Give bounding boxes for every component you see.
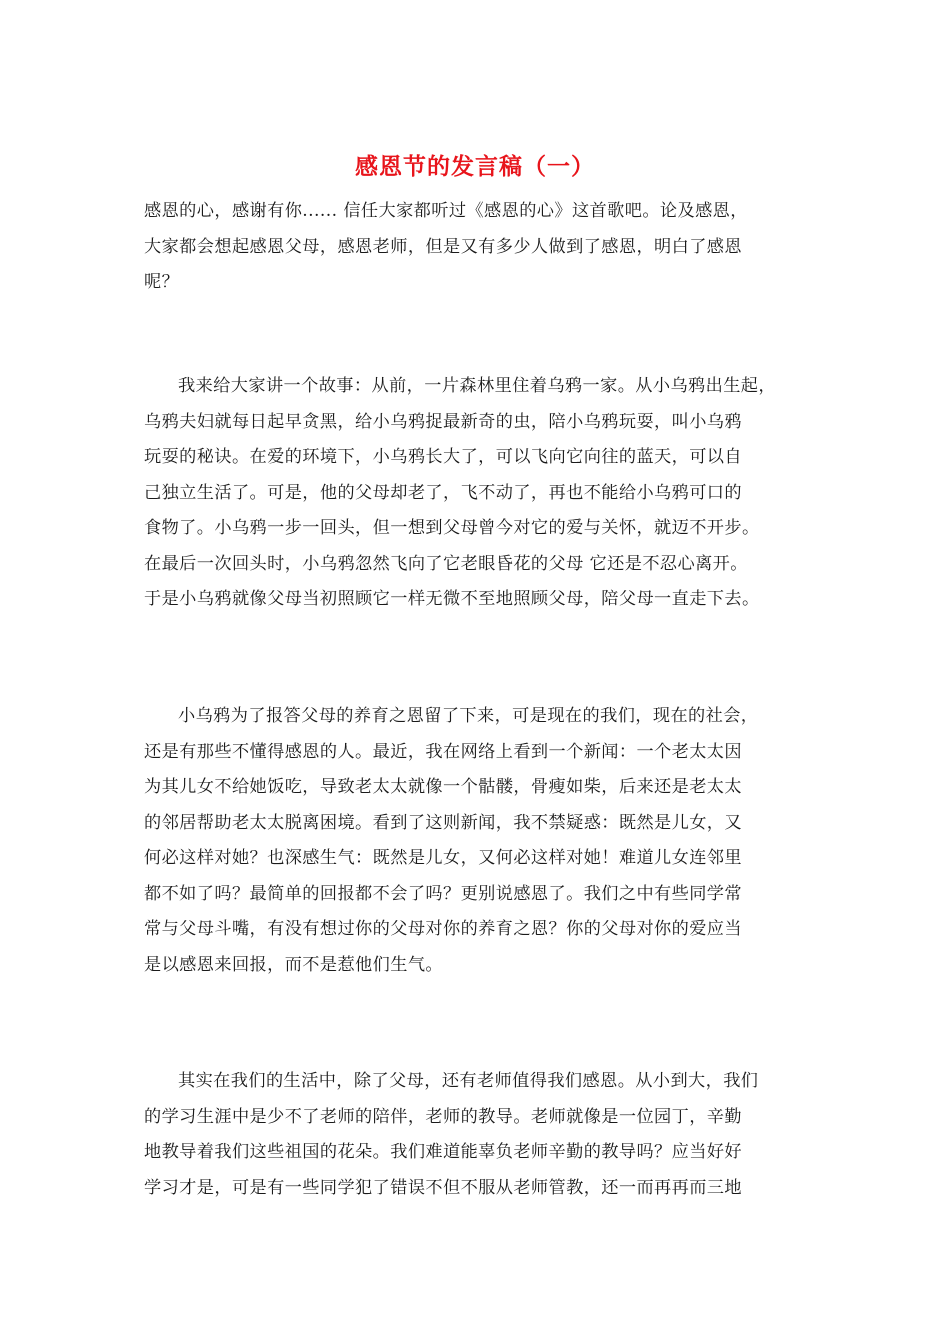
- paragraph-line: 在最后一次回头时，小乌鸦忽然飞向了它老眼昏花的父母 它还是不忍心离开。: [144, 553, 748, 574]
- paragraph-news: [144, 699, 816, 983]
- paragraph-line: 食物了。小乌鸦一步一回头，但一想到父母曾今对它的爱与关怀，就迈不开步。: [144, 518, 760, 538]
- paragraph-line: 玩耍的秘诀。在爱的环境下，小乌鸦长大了，可以飞向它向往的蓝天，可以自: [144, 447, 742, 467]
- paragraph-line: 何必这样对她？也深感生气：既然是儿女，又何必这样对她！难道儿女连邻里: [144, 848, 742, 868]
- paragraph-line: 呢？: [144, 272, 180, 292]
- paragraph-teachers: [144, 1064, 816, 1206]
- paragraph-line: 我来给大家讲一个故事：从前，一片森林里住着乌鸦一家。从小乌鸦出生起，: [178, 376, 776, 396]
- paragraph-line: 己独立生活了。可是，他的父母却老了，飞不动了，再也不能给小乌鸦可口的: [144, 482, 742, 503]
- paragraph-line: 大家都会想起感恩父母，感恩老师，但是又有多少人做到了感恩，明白了感恩: [144, 236, 742, 257]
- paragraph-line: 的学习生涯中是少不了老师的陪伴，老师的教导。老师就像是一位园丁，辛勤: [144, 1106, 742, 1127]
- paragraph-line: 为其儿女不给她饭吃，导致老太太就像一个骷髅，骨瘦如柴，后来还是老太太: [144, 777, 742, 797]
- paragraph-crow-story: [144, 369, 816, 618]
- paragraph-line: 地教导着我们这些祖国的花朵。我们难道能辜负老师辛勤的教导吗？应当好好: [144, 1142, 742, 1162]
- paragraph-line: 学习才是，可是有一些同学犯了错误不但不服从老师管教，还一而再再而三地: [144, 1177, 742, 1198]
- document-title: 感恩节的发言稿（一）: [355, 153, 595, 180]
- paragraph-line: 都不如了吗？最简单的回报都不会了吗？更别说感恩了。我们之中有些同学常: [144, 883, 742, 904]
- paragraph-line: 其实在我们的生活中，除了父母，还有老师值得我们感恩。从小到大，我们: [178, 1071, 759, 1091]
- paragraph-line: 常与父母斗嘴，有没有想过你的父母对你的养育之恩？你的父母对你的爱应当: [144, 919, 742, 939]
- paragraph-line: 乌鸦夫妇就每日起早贪黑，给小乌鸦捉最新奇的虫，陪小乌鸦玩耍，叫小乌鸦: [144, 411, 742, 432]
- paragraph-line: 小乌鸦为了报答父母的养育之恩留了下来，可是现在的我们，现在的社会，: [178, 706, 759, 726]
- paragraph-line: 于是小乌鸦就像父母当初照顾它一样无微不至地照顾父母，陪父母一直走下去。: [144, 589, 760, 609]
- paragraph-line: 是以感恩来回报，而不是惹他们生气。: [144, 954, 443, 975]
- paragraph-intro: [144, 194, 816, 301]
- paragraph-line: 感恩的心，感谢有你...... 信任大家都听过《感恩的心》这首歌吧。论及感恩，: [144, 201, 748, 221]
- paragraph-line: 的邻居帮助老太太脱离困境。看到了这则新闻，我不禁疑惑：既然是儿女，又: [144, 812, 742, 833]
- paragraph-line: 还是有那些不懂得感恩的人。最近，我在网络上看到一个新闻：一个老太太因: [144, 741, 742, 762]
